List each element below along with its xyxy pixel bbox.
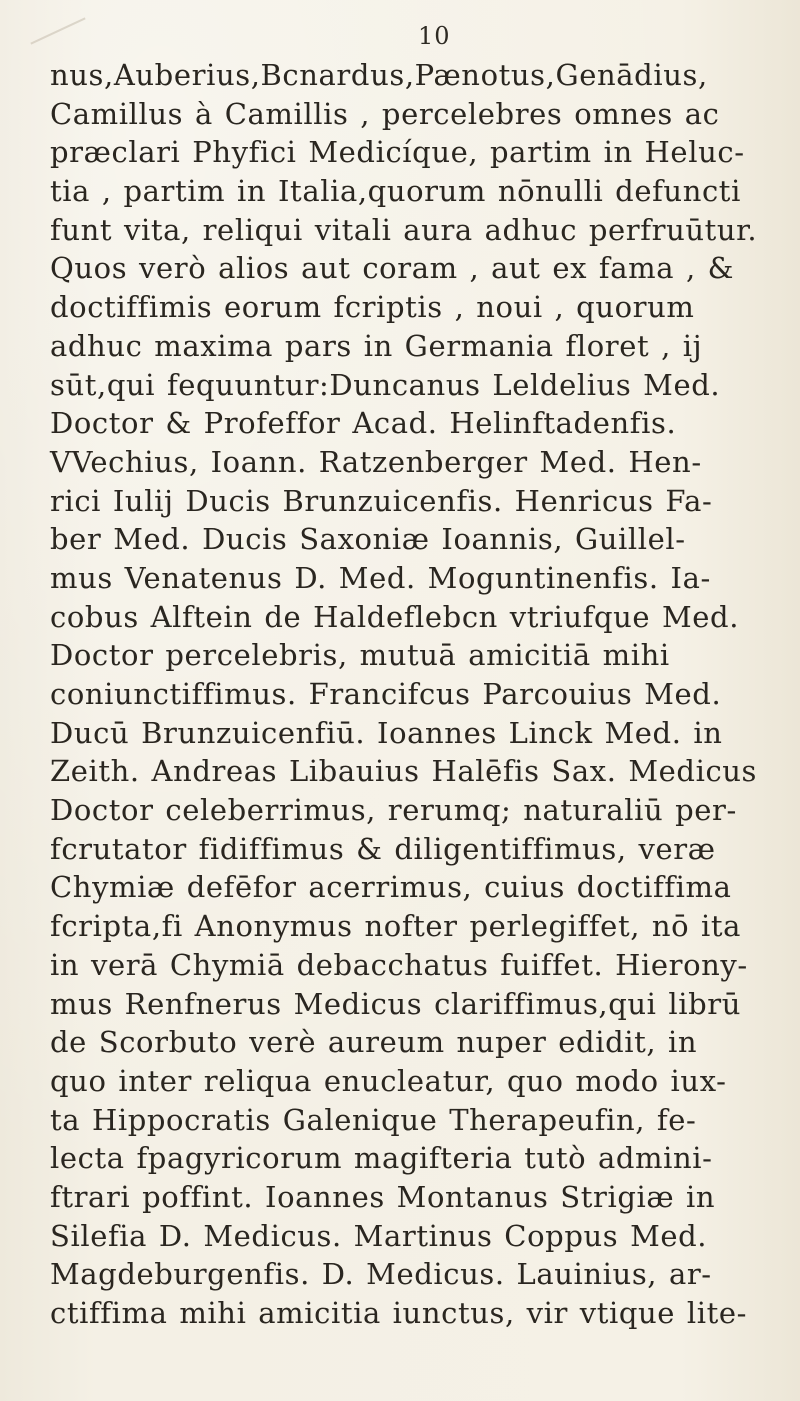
text-line: Chymiæ defēfor acerrimus, cuius doctiffima (50, 870, 732, 905)
text-line: quo inter reliqua enucleatur, quo modo iux- (50, 1063, 727, 1098)
text-line: funt vita, reliqui vitali aura adhuc perfruūtur. (50, 212, 758, 247)
text-line: cobus Alftein de Haldeflebcn vtriufque Med. (50, 599, 740, 634)
text-line: fcrutator fidiffimus & diligentiffimus, veræ (50, 831, 716, 866)
text-line: mus Renfnerus Medicus clariffimus,qui librū (50, 986, 742, 1021)
text-line: fcripta,fi Anonymus nofter perlegiffet, nō ita (50, 909, 742, 944)
text-line: Magdeburgenfis. D. Medicus. Lauinius, ar- (50, 1257, 712, 1292)
text-line: de Scorbuto verè aureum nuper edidit, in (50, 1025, 698, 1060)
text-line: Doctor & Profeffor Acad. Helinftadenfis. (50, 406, 677, 441)
text-line: Ducū Brunzuicenfiū. Ioannes Linck Med. in (50, 715, 723, 750)
text-line: ber Med. Ducis Saxoniæ Ioannis, Guillel- (50, 522, 686, 557)
page-number: 10 (418, 22, 451, 50)
text-line: Doctor percelebris, mutuā amicitiā mihi (50, 638, 670, 673)
text-line: Quos verò alios aut coram , aut ex fama , & (50, 251, 734, 286)
text-line: Doctor celeberrimus, rerumq; naturaliū per- (50, 793, 737, 828)
paper-stain (30, 17, 85, 44)
text-line: rici Iulij Ducis Brunzuicenfis. Henricus Fa- (50, 483, 713, 518)
text-line: ta Hippocratis Galenique Therapeufin, fe- (50, 1102, 697, 1137)
text-line: sūt,qui fequuntur:Duncanus Leldelius Med. (50, 367, 721, 402)
text-line: ctiffima mihi amicitia iunctus, vir vtique lite- (50, 1296, 748, 1330)
text-line: doctiffimis eorum fcriptis , noui , quorum (50, 290, 695, 325)
text-line: adhuc maxima pars in Germania floret , ij (50, 328, 703, 363)
text-line: mus Venatenus D. Med. Moguntinenfis. Ia- (50, 560, 711, 595)
text-line: coniunctiffimus. Francifcus Parcouius Med. (50, 677, 722, 711)
text-line: VVechius, Ioann. Ratzenberger Med. Hen- (50, 444, 702, 479)
body-text (50, 56, 800, 1333)
text-line: Silefia D. Medicus. Martinus Coppus Med. (50, 1218, 708, 1253)
text-line: Camillus à Camillis , percelebres omnes ac (50, 96, 720, 131)
text-line: in verā Chymiā debacchatus fuiffet. Hierony- (50, 947, 748, 982)
text-line: præclari Phyfici Medicíque, partim in Heluc- (50, 135, 745, 170)
text-line: lecta fpagyricorum magifteria tutò admini- (50, 1141, 713, 1176)
text-line: Zeith. Andreas Libauius Halēfis Sax. Medicus (50, 754, 758, 789)
text-line: nus,Auberius,Bcnardus,Pænotus,Genādius, (50, 58, 708, 92)
text-line: tia , partim in Italia,quorum nōnulli defuncti (50, 174, 741, 209)
text-line: ftrari poffint. Ioannes Montanus Strigiæ in (50, 1179, 716, 1214)
